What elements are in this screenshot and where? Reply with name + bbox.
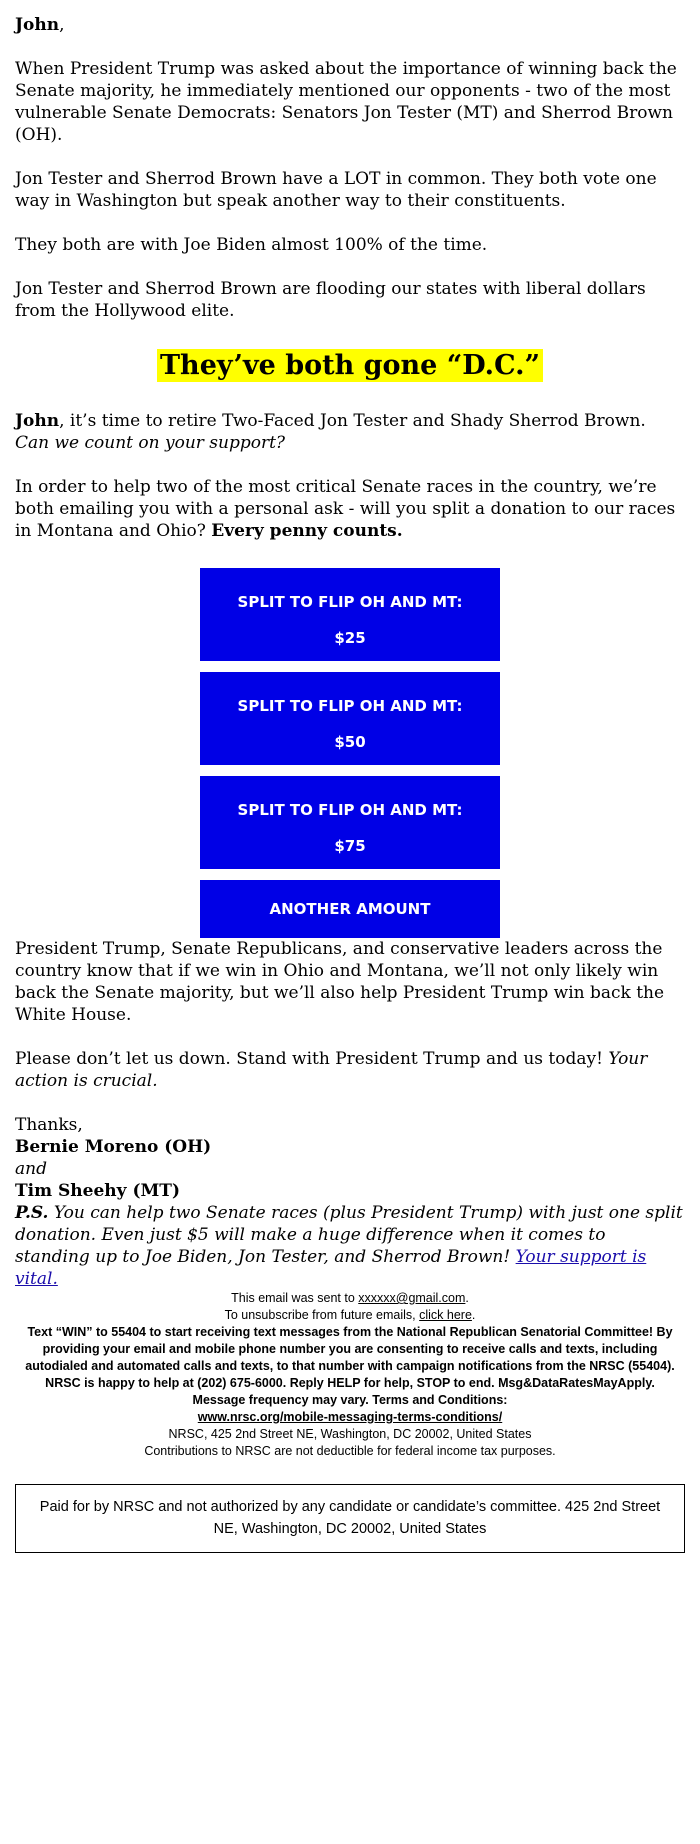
donate-button-amount: $50 <box>334 733 366 751</box>
closing-plea-italic: Your action is crucial. <box>15 1049 648 1091</box>
ask-text: , it’s time to retire Two-Faced Jon Tester and Shady Sherrod Brown. <box>59 411 646 431</box>
split-paragraph <box>15 476 685 542</box>
greeting <box>15 0 685 36</box>
donate-button-label: SPLIT TO FLIP OH AND MT: <box>237 593 463 611</box>
unsubscribe-suffix: . <box>471 1308 476 1322</box>
signature-and: and <box>15 1159 47 1179</box>
sent-to-suffix: . <box>465 1291 469 1305</box>
sms-legal-text <box>15 1324 685 1426</box>
split-bold: Every penny counts. <box>211 521 403 541</box>
ask-question: Can we count on your support? <box>15 433 286 453</box>
unsubscribe-link[interactable]: click here <box>419 1308 472 1322</box>
letter <box>15 0 685 1290</box>
ask-paragraph <box>15 410 685 454</box>
greeting-punct: , <box>59 15 65 35</box>
paragraph-1: When President Trump was asked about the importance of winning back the Senate majority, he immediately mentioned our opponents - two of the most vulnerable Senate Democrats: Senators Jon Tester (MT) and Sherrod Brown (OH). <box>15 59 677 145</box>
ps-text: You can help two Senate races (plus President Trump) with just one split donation. Even just $5 will make a huge difference when it comes to standing up to Joe Biden, Jon Tester, and Sherrod Brown! <box>15 1203 683 1267</box>
signer-1: Bernie Moreno (OH) <box>15 1137 212 1157</box>
signer-2: Tim Sheehy (MT) <box>15 1181 180 1201</box>
sms-legal-body: Text “WIN” to 55404 to start receiving text messages from the National Republican Senatorial Committee! By providing your email and mobile phone number you are consenting to receive calls and texts, including autodialed and automated calls and texts, to that number with campaign notifications from the NRSC (55404). NRSC is happy to help at (202) 675-6000. Reply HELP for help, STOP to end. Msg&DataRatesMayApply. Message frequency may vary. Terms and Conditions: <box>25 1325 675 1407</box>
footer <box>15 1290 685 1553</box>
support-link[interactable]: Your support is vital. <box>15 1247 647 1289</box>
donate-button-amount: $25 <box>334 629 366 647</box>
donate-50-button[interactable] <box>200 672 500 765</box>
donate-75-button[interactable] <box>200 776 500 869</box>
org-address: NRSC, 425 2nd Street NE, Washington, DC 20002, United States <box>168 1427 532 1441</box>
headline-block <box>15 350 685 382</box>
donate-button-amount: $75 <box>334 837 366 855</box>
paragraph-3: They both are with Joe Biden almost 100% of the time. <box>15 235 488 255</box>
headline: They’ve both gone “D.C.” <box>157 349 543 382</box>
ask-name: John <box>15 411 60 431</box>
donate-25-button[interactable] <box>200 568 500 661</box>
terms-link[interactable]: www.nrsc.org/mobile-messaging-terms-conditions/ <box>197 1410 503 1424</box>
ps-label: P.S. <box>15 1203 49 1223</box>
sent-to-text: This email was sent to <box>231 1291 359 1305</box>
recipient-email-link[interactable]: xxxxxx@gmail.com <box>358 1291 466 1305</box>
signature <box>15 1136 685 1202</box>
closing-plea <box>15 1048 685 1092</box>
another-amount-button[interactable]: ANOTHER AMOUNT <box>200 880 500 938</box>
paragraph-2: Jon Tester and Sherrod Brown have a LOT in common. They both vote one way in Washington but speak another way to their constituents. <box>15 169 657 211</box>
donate-button-label: SPLIT TO FLIP OH AND MT: <box>237 801 463 819</box>
paragraph-4: Jon Tester and Sherrod Brown are flooding our states with liberal dollars from the Hollywood elite. <box>15 279 646 321</box>
tax-disclaimer: Contributions to NRSC are not deductible for federal income tax purposes. <box>144 1444 556 1458</box>
closing-plea-text: Please don’t let us down. Stand with President Trump and us today! <box>15 1049 609 1069</box>
unsubscribe-line <box>15 1307 685 1324</box>
donate-button-label: SPLIT TO FLIP OH AND MT: <box>237 697 463 715</box>
paid-for-disclaimer: Paid for by NRSC and not authorized by any candidate or candidate’s committee. 425 2nd Street NE, Washington, DC 20002, United States <box>15 1484 685 1553</box>
thanks: Thanks, <box>15 1115 83 1135</box>
closing-paragraph: President Trump, Senate Republicans, and conservative leaders across the country know that if we win in Ohio and Montana, we’ll not only likely win back the Senate majority, but we’ll also help President Trump win back the White House. <box>15 939 665 1025</box>
postscript <box>15 1202 685 1290</box>
donation-buttons <box>15 568 685 938</box>
unsubscribe-text: To unsubscribe from future emails, <box>224 1308 420 1322</box>
greeting-name: John <box>15 15 60 35</box>
split-text: In order to help two of the most critical Senate races in the country, we’re both emailing you with a personal ask - will you split a donation to our races in Montana and Ohio? <box>15 477 676 541</box>
sent-to-line <box>15 1290 685 1307</box>
